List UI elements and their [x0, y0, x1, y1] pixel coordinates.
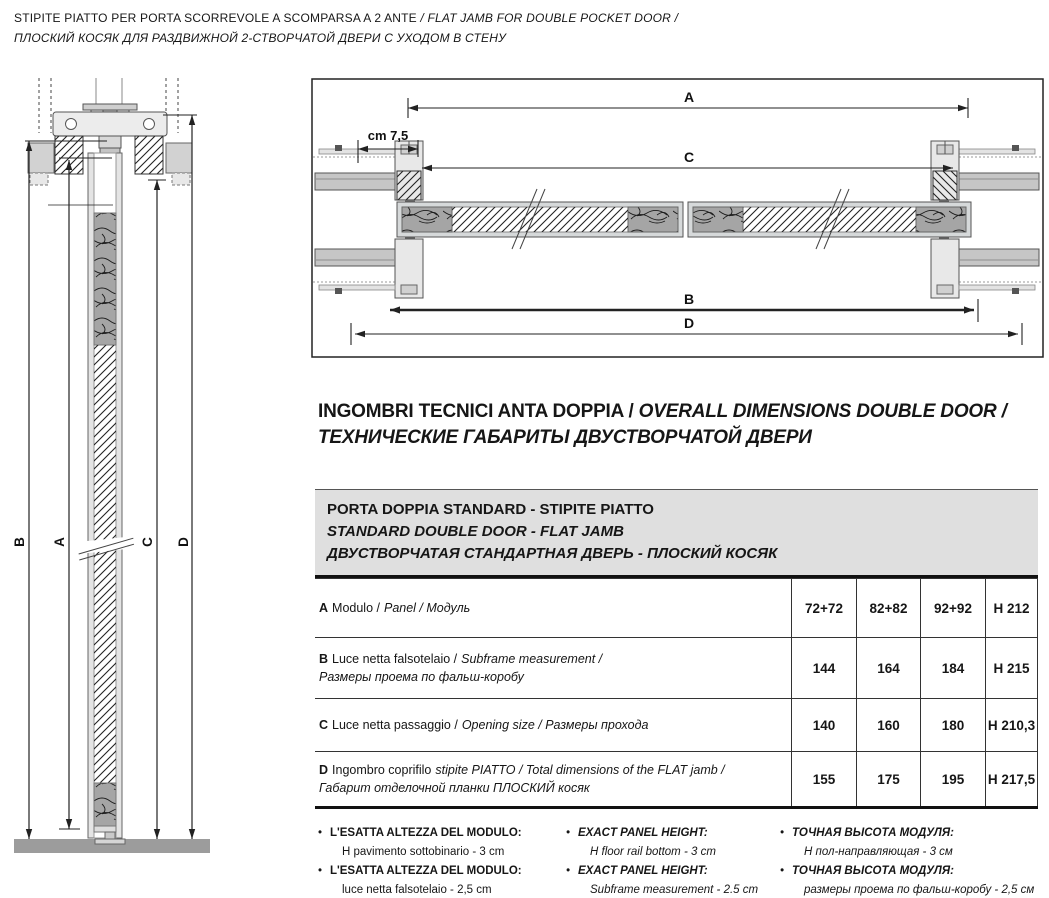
bullet: •: [566, 865, 571, 877]
footnote-item: • L'ESATTA ALTEZZA DEL MODULO: H pavimento sottobinario - 3 cm: [318, 824, 566, 862]
footnotes-italian: [318, 824, 566, 898]
height-cell: H 210,3: [985, 699, 1038, 751]
table-row: [315, 578, 1038, 637]
plan-label-c: C: [683, 149, 695, 165]
dimensions-table: [315, 489, 1038, 809]
bullet: •: [318, 865, 323, 877]
table-header-line1: PORTA DOPPIA STANDARD - STIPITE PIATTO: [327, 501, 654, 518]
dim-label-d: D: [176, 537, 191, 547]
table-header: [315, 489, 1038, 578]
row-label: C Luce netta passaggio / Opening size / Размеры прохода: [319, 718, 649, 732]
bullet: •: [780, 865, 785, 877]
footnote-item: • L'ESATTA ALTEZZA DEL MODULO: luce netta falsotelaio - 2,5 cm: [318, 862, 566, 898]
row-label: B Luce netta falsotelaio / Subframe measurement / Размеры проема по фальш-коробу: [319, 652, 603, 684]
row-label: D Ingombro coprifilo stipite PIATTO / Total dimensions of the FLAT jamb / Габарит отделочной планки ПЛОСКИЙ косяк: [319, 763, 725, 795]
dim-label-b: B: [12, 537, 27, 547]
footnote-item: • EXACT PANEL HEIGHT: H floor rail bottom - 3 cm: [566, 824, 774, 862]
plan-label-d: D: [683, 315, 695, 331]
row-key: C: [319, 718, 329, 732]
row-key: D: [319, 763, 329, 777]
value-cell: 72+72: [791, 579, 856, 637]
bullet: •: [780, 827, 785, 839]
table-row: [315, 637, 1038, 698]
heading-line2-ru: ТЕХНИЧЕСКИЕ ГАБАРИТЫ ДВУСТВОРЧАТОЙ ДВЕРИ: [318, 427, 812, 448]
title-line1-en: / FLAT JAMB FOR DOUBLE POCKET DOOR /: [416, 11, 679, 25]
table-row: [315, 698, 1038, 751]
title-line1-it: STIPITE PIATTO PER PORTA SCORREVOLE A SCOMPARSA A 2 ANTE: [14, 11, 417, 25]
value-cell: 164: [856, 638, 920, 698]
bullet: •: [318, 827, 323, 839]
door-panel-section: [75, 153, 139, 844]
height-cell: H 215: [985, 638, 1038, 698]
value-cell: 140: [791, 699, 856, 751]
plan-label-b: B: [683, 291, 695, 307]
section-view-drawing: [0, 75, 230, 865]
value-cell: 175: [856, 752, 920, 806]
footnotes-russian: [780, 824, 1046, 898]
plan-label-a: A: [683, 89, 695, 105]
heading-line1-it: INGOMBRI TECNICI ANTA DOPPIA /: [318, 401, 634, 422]
section-heading: [318, 399, 1007, 451]
footnote-item: • ТОЧНАЯ ВЫСОТА МОДУЛЯ: Н пол-направляющая - 3 см: [780, 824, 1046, 862]
row-label: A Modulo / Panel / Модуль: [319, 601, 471, 615]
bullet: •: [566, 827, 571, 839]
value-cell: 180: [920, 699, 985, 751]
table-header-line2: STANDARD DOUBLE DOOR - FLAT JAMB: [327, 523, 624, 540]
value-cell: 155: [791, 752, 856, 806]
heading-line1-en: OVERALL DIMENSIONS DOUBLE DOOR /: [633, 401, 1007, 422]
height-cell: H 217,5: [985, 752, 1038, 806]
dim-label-c: C: [140, 537, 155, 547]
dim-label-a: A: [52, 537, 67, 547]
plan-view-drawing: [305, 77, 1049, 360]
door-panels-plan: [397, 189, 971, 249]
table-row: [315, 751, 1038, 806]
value-cell: 82+82: [856, 579, 920, 637]
value-cell: 92+92: [920, 579, 985, 637]
value-cell: 195: [920, 752, 985, 806]
footnote-item: • ТОЧНАЯ ВЫСОТА МОДУЛЯ: размеры проема по фальш-коробу - 2,5 см: [780, 862, 1046, 898]
value-cell: 160: [856, 699, 920, 751]
footnotes-english: [566, 824, 774, 898]
height-cell: H 212: [985, 579, 1038, 637]
page-title: [14, 8, 678, 48]
title-line2-ru: ПЛОСКИЙ КОСЯК ДЛЯ РАЗДВИЖНОЙ 2-СТВОРЧАТОЙ ДВЕРИ С УХОДОМ В СТЕНУ: [14, 31, 506, 45]
table-header-line3: ДВУСТВОРЧАТАЯ СТАНДАРТНАЯ ДВЕРЬ - ПЛОСКИЙ КОСЯК: [327, 545, 778, 562]
row-key: A: [319, 601, 329, 615]
value-cell: 144: [791, 638, 856, 698]
footnote-item: • EXACT PANEL HEIGHT: Subframe measurement - 2.5 cm: [566, 862, 774, 898]
row-key: B: [319, 652, 329, 666]
value-cell: 184: [920, 638, 985, 698]
plan-label-jamb-depth: cm 7,5: [367, 128, 409, 143]
